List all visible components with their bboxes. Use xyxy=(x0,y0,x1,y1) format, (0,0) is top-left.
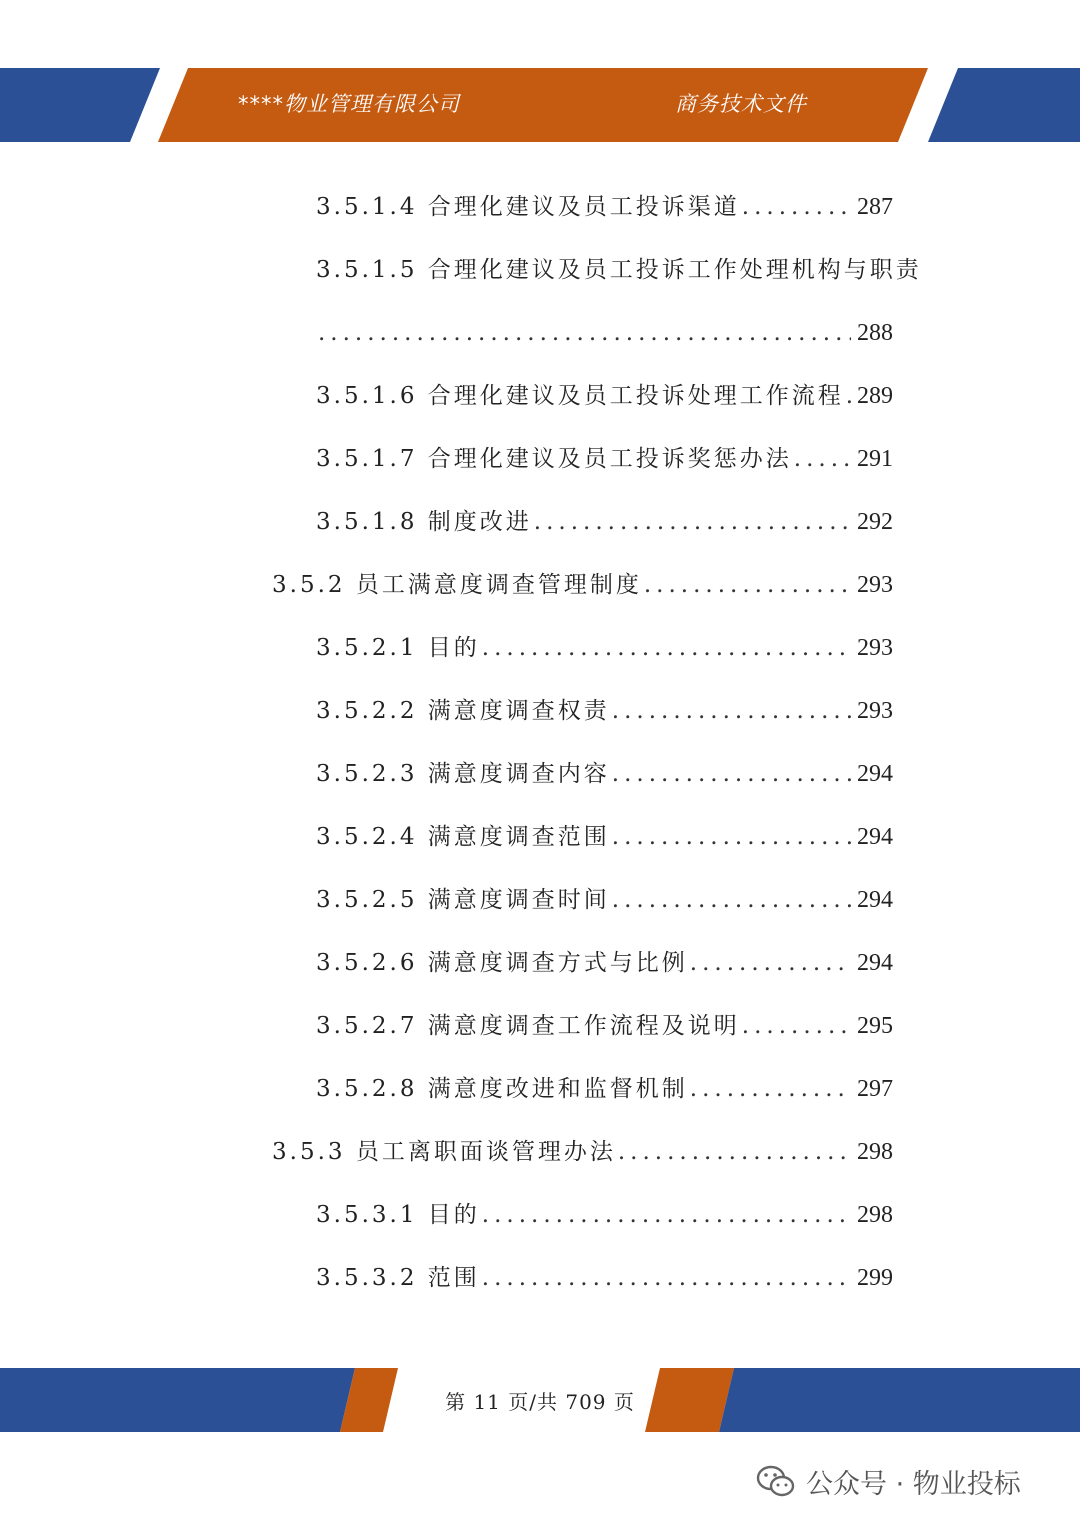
toc-leader-dots xyxy=(482,631,851,665)
toc-entry[interactable] xyxy=(316,190,893,224)
header-left-blue-block xyxy=(0,68,160,142)
toc-leader-dots xyxy=(612,757,851,791)
toc-entry-title: 3.5.1.5 合理化建议及员工投诉工作处理机构与职责 xyxy=(316,257,922,283)
toc-leader-dots xyxy=(534,505,851,539)
toc-entry[interactable] xyxy=(316,253,922,287)
toc-entry[interactable] xyxy=(316,1072,893,1106)
header-band-shapes xyxy=(0,68,1080,142)
toc-entry[interactable] xyxy=(316,316,893,350)
toc-entry[interactable] xyxy=(316,820,893,854)
toc-entry[interactable] xyxy=(316,1198,893,1232)
toc-entry[interactable] xyxy=(316,442,893,476)
toc-entry[interactable] xyxy=(272,568,893,602)
toc-entry-title: 3.5.2.2 满意度调查权责 xyxy=(316,698,610,724)
toc-entry-page-number: 293 xyxy=(857,698,893,724)
toc-entry[interactable] xyxy=(316,631,893,665)
toc-entry-page-number: 299 xyxy=(857,1265,893,1291)
toc-entry-page-number: 295 xyxy=(857,1013,893,1039)
toc-entry-title: 3.5.3.2 范围 xyxy=(316,1265,480,1291)
header-right-blue-block xyxy=(928,68,1080,142)
header-company-name: ****物业管理有限公司 xyxy=(238,92,460,116)
toc-entry-title: 3.5.2.3 满意度调查内容 xyxy=(316,761,610,787)
toc-entry[interactable] xyxy=(316,379,893,413)
toc-entry[interactable] xyxy=(316,757,893,791)
toc-entry-page-number: 289 xyxy=(857,383,893,409)
toc-entry[interactable] xyxy=(316,1261,893,1295)
toc-entry-title: 3.5.3 员工离职面谈管理办法 xyxy=(272,1139,616,1165)
toc-entry-title: 3.5.1.7 合理化建议及员工投诉奖惩办法 xyxy=(316,446,792,472)
toc-entry[interactable] xyxy=(316,946,893,980)
toc-leader-dots xyxy=(612,883,851,917)
toc-entry-title: 3.5.1.6 合理化建议及员工投诉处理工作流程 xyxy=(316,383,844,409)
toc-entry-title: 3.5.3.1 目的 xyxy=(316,1202,480,1228)
wechat-icon xyxy=(756,1464,796,1500)
toc-entry-title: 3.5.2.4 满意度调查范围 xyxy=(316,824,610,850)
watermark-text: 公众号 · 物业投标 xyxy=(806,1469,1021,1500)
toc-entry[interactable] xyxy=(316,694,893,728)
toc-entry-title: 3.5.2.7 满意度调查工作流程及说明 xyxy=(316,1013,740,1039)
toc-entry-page-number: 292 xyxy=(857,509,893,535)
toc-entry-title: 3.5.1.4 合理化建议及员工投诉渠道 xyxy=(316,194,740,220)
toc-entry-page-number: 294 xyxy=(857,950,893,976)
toc-leader-dots xyxy=(318,316,851,350)
toc-entry-page-number: 287 xyxy=(857,194,893,220)
toc-leader-dots xyxy=(482,1198,851,1232)
page-indicator: 第 11 页/共 709 页 xyxy=(445,1390,635,1414)
toc-entry-page-number: 293 xyxy=(857,635,893,661)
toc-leader-dots xyxy=(612,820,851,854)
header-band xyxy=(0,68,1080,142)
toc-leader-dots xyxy=(690,946,851,980)
toc-leader-dots xyxy=(618,1135,851,1169)
toc-entry-page-number: 293 xyxy=(857,572,893,598)
toc-entry[interactable] xyxy=(272,1135,893,1169)
toc-entry-page-number: 298 xyxy=(857,1139,893,1165)
toc-entry-page-number: 294 xyxy=(857,887,893,913)
toc-entry-title: 3.5.2.1 目的 xyxy=(316,635,480,661)
toc-entry-page-number: 291 xyxy=(857,446,893,472)
toc-leader-dots xyxy=(794,442,851,476)
toc-entry-title: 3.5.2.6 满意度调查方式与比例 xyxy=(316,950,688,976)
toc-entry-title: 3.5.2.5 满意度调查时间 xyxy=(316,887,610,913)
toc-entry-page-number: 297 xyxy=(857,1076,893,1102)
toc-entry-page-number: 294 xyxy=(857,824,893,850)
toc-entry-page-number: 298 xyxy=(857,1202,893,1228)
toc-leader-dots xyxy=(846,379,851,413)
toc-entry-page-number: 288 xyxy=(857,320,893,346)
toc-entry[interactable] xyxy=(316,505,893,539)
toc-entry[interactable] xyxy=(316,883,893,917)
toc-leader-dots xyxy=(482,1261,851,1295)
toc-entry-title: 3.5.2 员工满意度调查管理制度 xyxy=(272,572,642,598)
toc-leader-dots xyxy=(690,1072,851,1106)
header-document-type: 商务技术文件 xyxy=(675,92,807,116)
toc-entry-title: 3.5.2.8 满意度改进和监督机制 xyxy=(316,1076,688,1102)
toc-leader-dots xyxy=(742,190,851,224)
toc-entry-page-number: 294 xyxy=(857,761,893,787)
toc-leader-dots xyxy=(742,1009,851,1043)
toc-leader-dots xyxy=(612,694,851,728)
toc-entry[interactable] xyxy=(316,1009,893,1043)
watermark xyxy=(756,1462,1021,1501)
toc-entry-title: 3.5.1.8 制度改进 xyxy=(316,509,532,535)
toc-leader-dots xyxy=(644,568,851,602)
